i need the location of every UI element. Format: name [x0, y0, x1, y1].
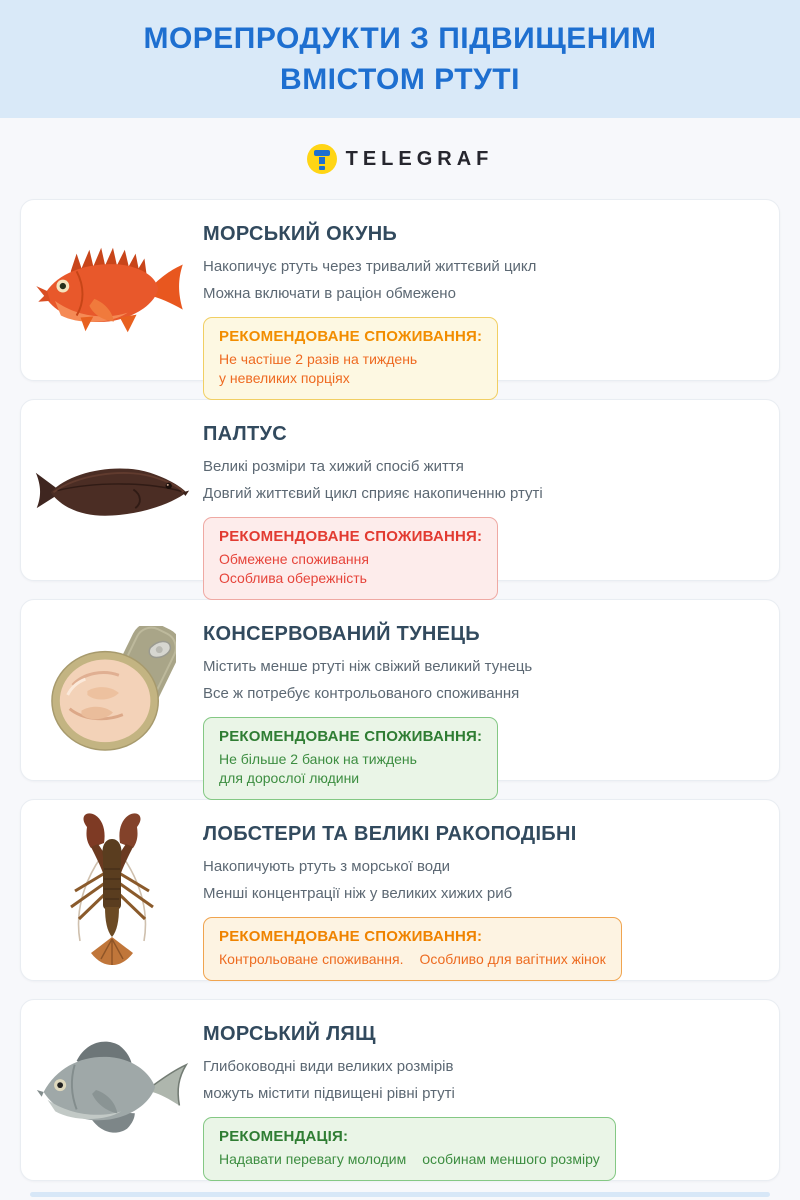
card-sea-bass — [20, 199, 780, 386]
card-description-line: Менші концентрації ніж у великих хижих риб — [203, 885, 513, 902]
card-title: МОРСЬКИЙ ОКУНЬ — [203, 223, 398, 245]
recommendation-line: у невеликих порціях — [219, 370, 350, 386]
card-description-line: Глибоководні види великих розмірів — [203, 1058, 454, 1075]
recommendation-box — [203, 517, 498, 600]
card-sea-bream — [20, 999, 780, 1181]
recommendation-box — [203, 917, 622, 981]
page-title-line2: ВМІСТОМ РТУТІ — [280, 63, 520, 96]
card-description-line: Містить менше ртуті ніж свіжий великий тунець — [203, 658, 533, 675]
halibut-image — [21, 400, 203, 580]
page-title — [143, 18, 656, 100]
recommendation-text — [219, 550, 482, 588]
page-header — [0, 0, 800, 118]
card-description-line: Великі розміри та хижий спосіб життя — [203, 458, 464, 475]
footer-divider — [30, 1192, 770, 1197]
card-lobster — [20, 799, 780, 981]
card-description-line: Можна включати в раціон обмежено — [203, 285, 456, 302]
card-content — [203, 600, 779, 786]
brand-logo — [0, 143, 800, 175]
card-description-line: Накопичують ртуть з морської води — [203, 858, 450, 875]
card-title: МОРСЬКИЙ ЛЯЩ — [203, 1023, 376, 1045]
recommendation-line: Особливо для вагітних жінок — [419, 951, 606, 967]
card-title: ЛОБСТЕРИ ТА ВЕЛИКІ РАКОПОДІБНІ — [203, 823, 577, 845]
recommendation-line: Особлива обережність — [219, 570, 367, 586]
card-list — [20, 199, 780, 1181]
lobster-image — [21, 800, 203, 980]
recommendation-box — [203, 717, 498, 800]
recommendation-line: Не частіше 2 разів на тиждень — [219, 351, 418, 367]
pomfret-image — [21, 1000, 203, 1180]
recommendation-line: Контрольоване споживання. — [219, 951, 404, 967]
recommendation-label: РЕКОМЕНДОВАНЕ СПОЖИВАННЯ: — [219, 328, 483, 345]
card-description-line: Накопичує ртуть через тривалий життєвий цикл — [203, 258, 537, 275]
card-title: КОНСЕРВОВАНИЙ ТУНЕЦЬ — [203, 623, 480, 645]
recommendation-label: РЕКОМЕНДАЦІЯ: — [219, 1128, 349, 1145]
recommendation-label: РЕКОМЕНДОВАНЕ СПОЖИВАННЯ: — [219, 728, 483, 745]
recommendation-line: Надавати перевагу молодим — [219, 1151, 407, 1167]
recommendation-line: особинам меншого розміру — [422, 1151, 600, 1167]
card-title: ПАЛТУС — [203, 423, 287, 445]
recommendation-text — [219, 750, 482, 788]
card-description-line: Довгий життєвий цикл сприяє накопиченню ртуті — [203, 485, 543, 502]
card-content — [203, 800, 779, 980]
page-title-line1: МОРЕПРОДУКТИ З ПІДВИЩЕНИМ — [143, 22, 657, 55]
card-content — [203, 400, 779, 586]
recommendation-label: РЕКОМЕНДОВАНЕ СПОЖИВАННЯ: — [219, 528, 483, 545]
recommendation-box — [203, 317, 498, 400]
card-halibut — [20, 399, 780, 586]
recommendation-text — [219, 950, 606, 969]
rockfish-image — [21, 200, 203, 380]
recommendation-line: Обмежене споживання — [219, 551, 369, 567]
card-canned-tuna — [20, 599, 780, 786]
recommendation-line: для дорослої людини — [219, 770, 360, 786]
telegraf-logo-icon — [307, 144, 337, 174]
card-content — [203, 1000, 779, 1180]
recommendation-line: Не більше 2 банок на тиждень — [219, 751, 417, 767]
recommendation-label: РЕКОМЕНДОВАНЕ СПОЖИВАННЯ: — [219, 928, 483, 945]
tuna-can-image — [21, 600, 203, 780]
recommendation-box — [203, 1117, 616, 1181]
card-description-line: можуть містити підвищені рівні ртуті — [203, 1085, 455, 1102]
recommendation-text — [219, 1150, 600, 1169]
card-content — [203, 200, 779, 386]
recommendation-text — [219, 350, 482, 388]
brand-name: TELEGRAF — [345, 147, 494, 170]
card-description-line: Все ж потребує контрольованого споживання — [203, 685, 520, 702]
